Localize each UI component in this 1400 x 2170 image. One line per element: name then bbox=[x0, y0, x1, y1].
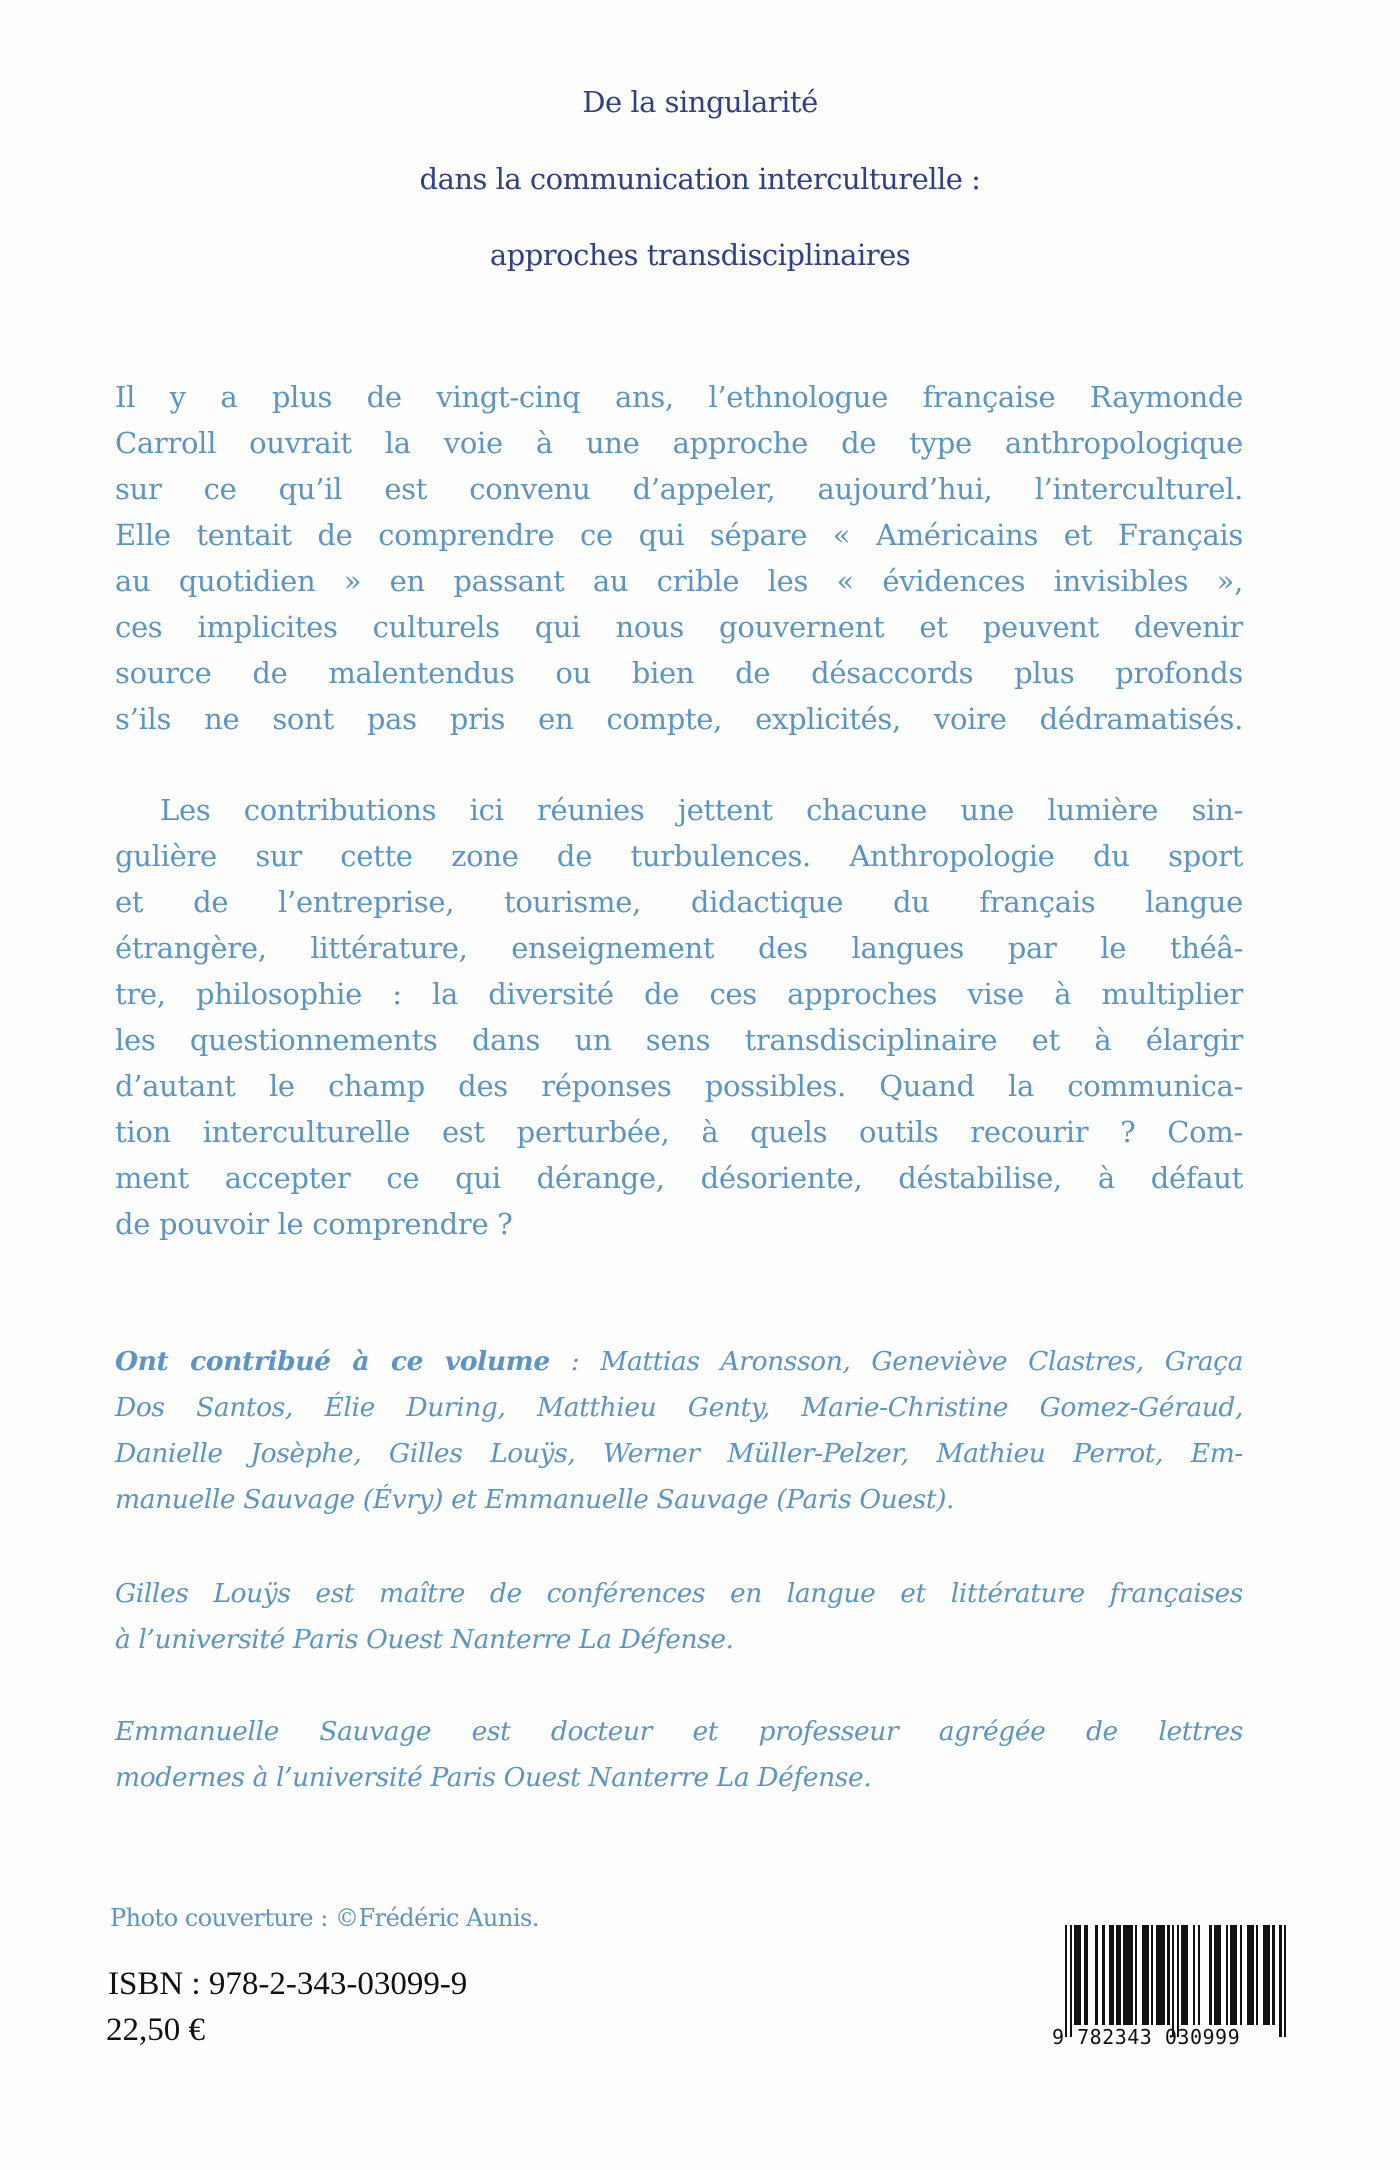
text-line: Emmanuelle Sauvage est docteur et professeur agrégée de lettres bbox=[115, 1716, 1243, 1747]
text-line: Gilles Louÿs est maître de conférences en langue et littérature françaises bbox=[115, 1578, 1243, 1609]
text-line: ment accepter ce qui dérange, désoriente, déstabilise, à défaut bbox=[115, 1161, 1243, 1195]
text-line: Elle tentait de comprendre ce qui sépare « Américains et Français bbox=[115, 518, 1243, 552]
text-line: Carroll ouvrait la voie à une approche de type anthropologique bbox=[115, 426, 1243, 460]
text-line: étrangère, littérature, enseignement des langues par le théâ- bbox=[115, 931, 1243, 965]
price: 22,50 € bbox=[106, 2012, 205, 2048]
text-line: Dos Santos, Élie During, Matthieu Genty, Marie-Christine Gomez-Géraud, bbox=[115, 1392, 1243, 1423]
title-line: De la singularité bbox=[582, 85, 818, 119]
contributors-label: Ont contribué à ce volume bbox=[115, 1346, 550, 1377]
barcode-module bbox=[1284, 1925, 1286, 2037]
text-line: les questionnements dans un sens transdisciplinaire et à élargir bbox=[115, 1023, 1243, 1057]
isbn: ISBN : 978-2-343-03099-9 bbox=[108, 1966, 468, 2002]
photo-credit: Photo couverture : ©Frédéric Aunis. bbox=[110, 1904, 539, 1932]
contributors bbox=[115, 1339, 1243, 1523]
bio-emmanuelle-sauvage bbox=[115, 1709, 1243, 1801]
text-line: Danielle Josèphe, Gilles Louÿs, Werner Müller-Pelzer, Mathieu Perrot, Em- bbox=[115, 1438, 1243, 1469]
text-line: au quotidien » en passant au crible les « évidences invisibles », bbox=[115, 564, 1243, 598]
barcode bbox=[1052, 1925, 1292, 2055]
text-line: Il y a plus de vingt-cinq ans, l’ethnologue française Raymonde bbox=[115, 380, 1243, 414]
text-line: sur ce qu’il est convenu d’appeler, aujourd’hui, l’interculturel. bbox=[115, 472, 1243, 506]
title-line: approches transdisciplinaires bbox=[489, 238, 911, 272]
text-line: manuelle Sauvage (Évry) et Emmanuelle Sauvage (Paris Ouest). bbox=[115, 1484, 955, 1515]
barcode-digits: 9 782343 030999 bbox=[1052, 2025, 1241, 2049]
text-line: à l’université Paris Ouest Nanterre La Défense. bbox=[115, 1624, 734, 1655]
text-line: de pouvoir le comprendre ? bbox=[115, 1207, 513, 1241]
text-line: s’ils ne sont pas pris en compte, explicités, voire dédramatisés. bbox=[115, 702, 1243, 736]
text-line: gulière sur cette zone de turbulences. Anthropologie du sport bbox=[115, 839, 1243, 873]
text-line: Les contributions ici réunies jettent chacune une lumière sin- bbox=[160, 793, 1243, 827]
text-line: modernes à l’université Paris Ouest Nanterre La Défense. bbox=[115, 1762, 872, 1793]
text-line: source de malentendus ou bien de désaccords plus profonds bbox=[115, 656, 1243, 690]
text-line: ces implicites culturels qui nous gouvernent et peuvent devenir bbox=[115, 610, 1243, 644]
text-line: tion interculturelle est perturbée, à quels outils recourir ? Com- bbox=[115, 1115, 1243, 1149]
bio-gilles-louys bbox=[115, 1571, 1243, 1663]
contributors-names: : Mattias Aronsson, Geneviève Clastres, Graça bbox=[549, 1346, 1243, 1377]
text-line: tre, philosophie : la diversité de ces approches vise à multiplier bbox=[115, 977, 1243, 1011]
summary-paragraph-1 bbox=[115, 374, 1243, 742]
text-line: et de l’entreprise, tourisme, didactique du français langue bbox=[115, 885, 1243, 919]
summary-paragraph-2 bbox=[115, 787, 1243, 1247]
text-line: d’autant le champ des réponses possibles. Quand la communica- bbox=[115, 1069, 1243, 1103]
text-line bbox=[115, 1339, 1243, 1385]
title-line: dans la communication interculturelle : bbox=[419, 162, 981, 196]
barcode-bars bbox=[1065, 1925, 1287, 2033]
